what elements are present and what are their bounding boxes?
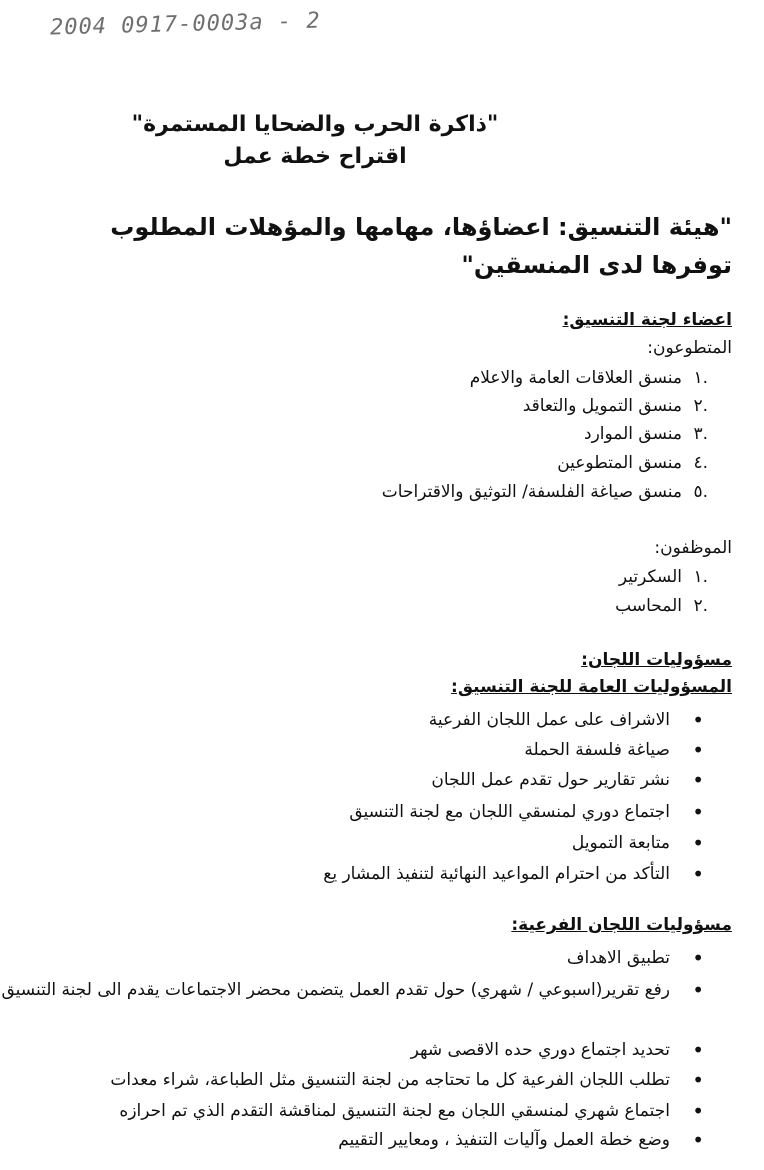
list-text: منسق الموارد <box>584 424 682 444</box>
employees-label: الموظفون: <box>654 538 732 558</box>
list-number: .٢ <box>693 596 708 616</box>
list-text: السكرتير <box>618 567 682 587</box>
bullet-item: • رفع تقرير(اسبوعي / شهري) حول تقدم العمل يتضمن محضر الاجتماعات يقدم الى لجنة التنسيق <box>0 976 704 1004</box>
title-line-2: اقتراح خطة عمل <box>223 144 407 169</box>
list-number: .١ <box>693 368 708 388</box>
list-item <box>470 368 708 388</box>
bullet-item: • اجتماع دوري لمنسقي اللجان مع لجنة التنسيق <box>349 798 704 826</box>
list-text: منسق التمويل والتعاقد <box>522 396 682 416</box>
members-heading: اعضاء لجنة التنسيق: <box>562 310 732 330</box>
handwritten-document-id: 2004 0917-0003a - 2 <box>49 8 321 41</box>
list-number: .١ <box>693 567 708 587</box>
list-number: .٤ <box>693 453 708 473</box>
bullet-item: • الاشراف على عمل اللجان الفرعية <box>429 706 704 734</box>
list-number: .٢ <box>693 396 708 416</box>
list-item <box>615 596 708 616</box>
general-responsibilities-heading: المسؤوليات العامة للجنة التنسيق: <box>451 677 732 697</box>
list-text: منسق صياغة الفلسفة/ التوثيق والاقتراحات <box>381 482 682 502</box>
bullet-item: • اجتماع شهري لمنسقي اللجان مع لجنة التنسيق لمناقشة التقدم الذي تم احرازه <box>119 1097 704 1125</box>
subcommittees-heading: مسؤوليات اللجان الفرعية: <box>511 915 732 935</box>
section-heading: "هيئة التنسيق: اعضاؤها، مهامها والمؤهلات المطلوب توفرها لدى المنسقين" <box>110 213 732 279</box>
list-item <box>557 453 708 473</box>
list-item <box>382 482 708 502</box>
list-text: المحاسب <box>615 596 682 616</box>
list-text: منسق المتطوعين <box>557 453 682 473</box>
bullet-item: • نشر تقارير حول تقدم عمل اللجان <box>431 766 704 794</box>
committees-heading: مسؤوليات اللجان: <box>581 650 732 670</box>
list-number: .٥ <box>693 482 708 502</box>
bullet-item: • التأكد من احترام المواعيد النهائية لتنفيذ المشار يع <box>323 860 704 888</box>
list-text: منسق العلاقات العامة والاعلام <box>469 368 682 388</box>
volunteers-label: المتطوعون: <box>647 338 732 358</box>
bullet-item: • تطبيق الاهداف <box>567 944 704 972</box>
title-line-1: "ذاكرة الحرب والضحايا المستمرة" <box>131 112 499 137</box>
bullet-item: • متابعة التمويل <box>572 829 704 857</box>
bullet-item: • تحديد اجتماع دوري حده الاقصى شهر <box>411 1036 704 1064</box>
list-item <box>619 567 708 587</box>
bullet-item: • صياغة فلسفة الحملة <box>524 736 704 764</box>
bullet-item: • تطلب اللجان الفرعية كل ما تحتاجه من لجنة التنسيق مثل الطباعة، شراء معدات <box>110 1066 704 1094</box>
bullet-item: • وضع خطة العمل وآليات التنفيذ ، ومعايير التقييم <box>338 1126 704 1154</box>
list-item <box>584 424 708 444</box>
list-item <box>523 396 708 416</box>
list-number: .٣ <box>693 424 708 444</box>
